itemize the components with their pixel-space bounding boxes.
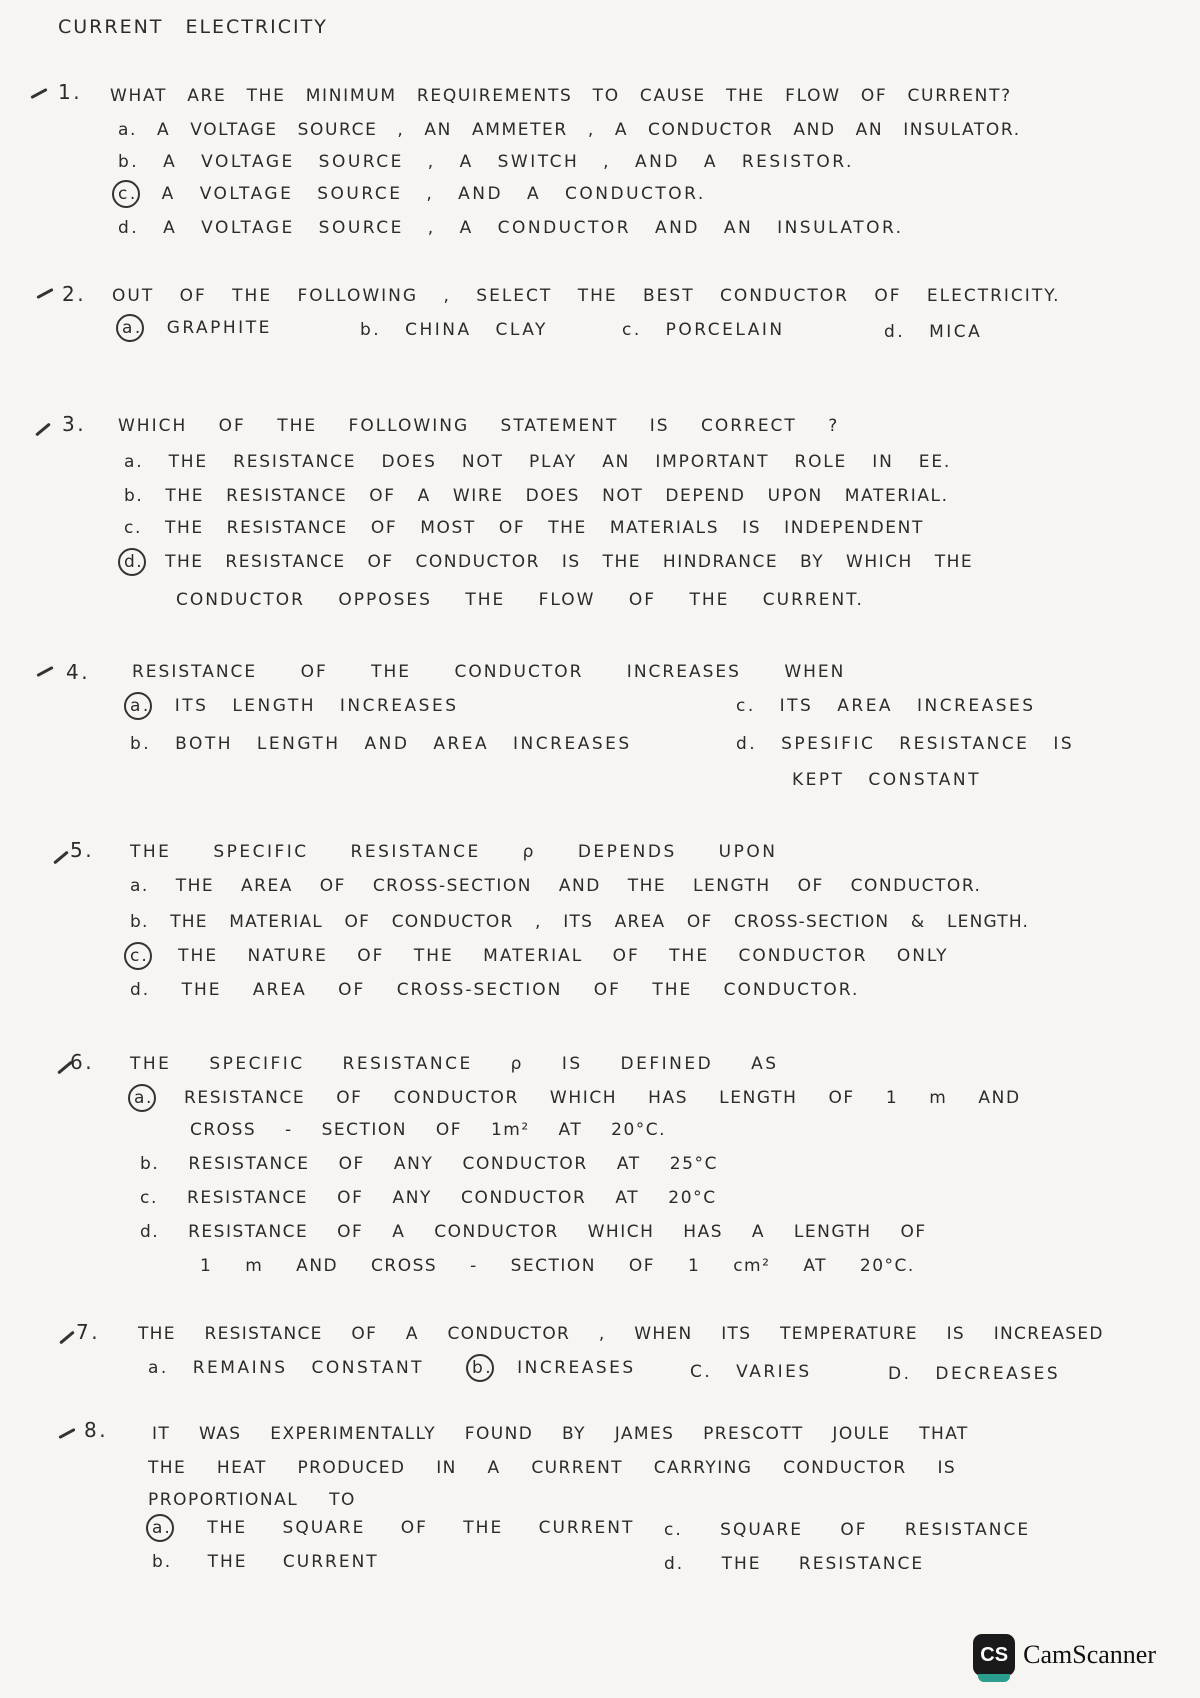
tick-mark: [36, 288, 53, 299]
option-continued: KEPT CONSTANT: [792, 770, 981, 790]
option: C. VARIES: [690, 1362, 812, 1382]
tick-mark: [53, 851, 69, 865]
option: b. CHINA CLAY: [360, 320, 548, 340]
option: d. RESISTANCE OF A CONDUCTOR WHICH HAS A LENGTH OF: [140, 1222, 927, 1242]
option: b. A VOLTAGE SOURCE , A SWITCH , AND A RESISTOR.: [118, 152, 854, 172]
option: d. A VOLTAGE SOURCE , A CONDUCTOR AND AN INSULATOR.: [118, 218, 904, 238]
option: c. THE RESISTANCE OF MOST OF THE MATERIALS IS INDEPENDENT: [124, 518, 924, 538]
option: b. THE MATERIAL OF CONDUCTOR , ITS AREA OF CROSS-SECTION & LENGTH.: [130, 912, 1030, 932]
question-number: 3.: [62, 412, 87, 436]
question-number: 8.: [84, 1418, 109, 1442]
option: b. THE CURRENT: [152, 1552, 379, 1572]
question-text: THE RESISTANCE OF A CONDUCTOR , WHEN ITS TEMPERATURE IS INCREASED: [138, 1324, 1104, 1344]
option: a. THE RESISTANCE DOES NOT PLAY AN IMPORTANT ROLE IN EE.: [124, 452, 952, 472]
question-text: THE SPECIFIC RESISTANCE ρ DEPENDS UPON: [130, 842, 778, 862]
option-continued: 1 m AND CROSS - SECTION OF 1 cm² AT 20°C.: [200, 1256, 915, 1276]
option: b. INCREASES: [472, 1358, 636, 1378]
question-text: THE HEAT PRODUCED IN A CURRENT CARRYING CONDUCTOR IS: [148, 1458, 957, 1478]
tick-mark: [35, 423, 51, 437]
option: a. THE AREA OF CROSS-SECTION AND THE LENGTH OF CONDUCTOR.: [130, 876, 982, 896]
option: a. A VOLTAGE SOURCE , AN AMMETER , A CONDUCTOR AND AN INSULATOR.: [118, 120, 1021, 140]
tick-mark: [58, 1428, 75, 1439]
option: d. THE RESISTANCE OF CONDUCTOR IS THE HINDRANCE BY WHICH THE: [124, 552, 974, 572]
question-text: WHAT ARE THE MINIMUM REQUIREMENTS TO CAUSE THE FLOW OF CURRENT?: [110, 86, 1012, 106]
question-text: IT WAS EXPERIMENTALLY FOUND BY JAMES PRESCOTT JOULE THAT: [152, 1424, 969, 1444]
question-text: THE SPECIFIC RESISTANCE ρ IS DEFINED AS: [130, 1054, 779, 1074]
option: D. DECREASES: [888, 1364, 1061, 1384]
camscanner-logo-icon: CS: [973, 1634, 1015, 1676]
option-continued: CONDUCTOR OPPOSES THE FLOW OF THE CURRENT.: [176, 590, 864, 610]
question-text: RESISTANCE OF THE CONDUCTOR INCREASES WHEN: [132, 662, 846, 682]
question-text: PROPORTIONAL TO: [148, 1490, 356, 1510]
option: a. ITS LENGTH INCREASES: [130, 696, 459, 716]
option: a. REMAINS CONSTANT: [148, 1358, 425, 1378]
question-text: WHICH OF THE FOLLOWING STATEMENT IS CORRECT ?: [118, 416, 840, 436]
tick-mark: [59, 1331, 75, 1345]
question-text: OUT OF THE FOLLOWING , SELECT THE BEST CONDUCTOR OF ELECTRICITY.: [112, 286, 1061, 306]
tick-mark: [30, 88, 47, 99]
option-continued: CROSS - SECTION OF 1m² AT 20°C.: [190, 1120, 667, 1140]
option: a. GRAPHITE: [122, 318, 272, 338]
camscanner-watermark: [973, 1634, 1156, 1676]
option: c. THE NATURE OF THE MATERIAL OF THE CONDUCTOR ONLY: [130, 946, 949, 966]
option: b. BOTH LENGTH AND AREA INCREASES: [130, 734, 632, 754]
option: a. RESISTANCE OF CONDUCTOR WHICH HAS LENGTH OF 1 m AND: [134, 1088, 1021, 1108]
question-number: 6.: [70, 1050, 95, 1074]
question-number: 7.: [76, 1320, 101, 1344]
option: d. MICA: [884, 322, 983, 342]
option: d. SPESIFIC RESISTANCE IS: [736, 734, 1075, 754]
option: b. THE RESISTANCE OF A WIRE DOES NOT DEPEND UPON MATERIAL.: [124, 486, 949, 506]
option: c. PORCELAIN: [622, 320, 785, 340]
question-number: 5.: [70, 838, 95, 862]
option: d. THE RESISTANCE: [664, 1554, 925, 1574]
option: c. SQUARE OF RESISTANCE: [664, 1520, 1031, 1540]
camscanner-brand: CamScanner: [1023, 1640, 1156, 1669]
option: c. A VOLTAGE SOURCE , AND A CONDUCTOR.: [118, 184, 706, 204]
option: a. THE SQUARE OF THE CURRENT: [152, 1518, 635, 1538]
page-title: CURRENT ELECTRICITY: [58, 16, 328, 38]
option: d. THE AREA OF CROSS-SECTION OF THE CONDUCTOR.: [130, 980, 860, 1000]
question-number: 4.: [66, 660, 91, 684]
question-number: 1.: [58, 80, 83, 104]
option: c. ITS AREA INCREASES: [736, 696, 1036, 716]
tick-mark: [36, 666, 53, 677]
option: c. RESISTANCE OF ANY CONDUCTOR AT 20°C: [140, 1188, 717, 1208]
question-number: 2.: [62, 282, 87, 306]
option: b. RESISTANCE OF ANY CONDUCTOR AT 25°C: [140, 1154, 719, 1174]
